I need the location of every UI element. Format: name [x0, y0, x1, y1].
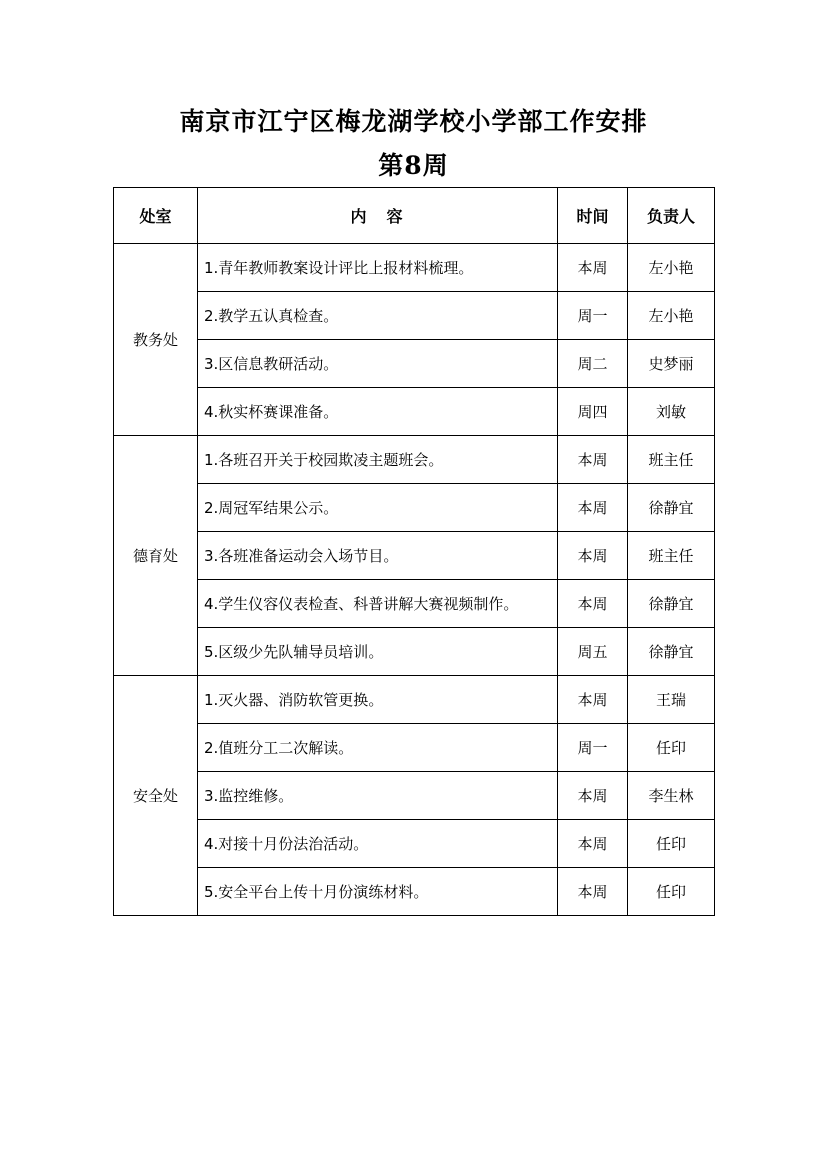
- content-cell: 2.周冠军结果公示。: [198, 484, 558, 532]
- person-cell: 任印: [628, 724, 715, 772]
- table-row: [114, 868, 715, 916]
- person-cell: 史梦丽: [628, 340, 715, 388]
- content-cell: 2.值班分工二次解读。: [198, 724, 558, 772]
- person-cell: 王瑞: [628, 676, 715, 724]
- time-cell: 本周: [558, 580, 628, 628]
- table-row: [114, 820, 715, 868]
- person-cell: 徐静宜: [628, 628, 715, 676]
- table-row: [114, 580, 715, 628]
- table-row: [114, 676, 715, 724]
- table-row: [114, 628, 715, 676]
- header-time: 时间: [558, 188, 628, 244]
- content-cell: 4.学生仪容仪表检查、科普讲解大赛视频制作。: [198, 580, 558, 628]
- person-cell: 左小艳: [628, 292, 715, 340]
- table-row: [114, 772, 715, 820]
- header-dept: 处室: [114, 188, 198, 244]
- content-cell: 2.教学五认真检查。: [198, 292, 558, 340]
- dept-cell: 安全处: [114, 676, 198, 916]
- table-row: [114, 436, 715, 484]
- time-cell: 周四: [558, 388, 628, 436]
- person-cell: 任印: [628, 868, 715, 916]
- table-row: [114, 340, 715, 388]
- table-row: [114, 484, 715, 532]
- document-title: 南京市江宁区梅龙湖学校小学部工作安排: [179, 107, 648, 136]
- time-cell: 周一: [558, 724, 628, 772]
- header-row: [114, 188, 715, 244]
- time-cell: 周一: [558, 292, 628, 340]
- time-cell: 本周: [558, 868, 628, 916]
- week-label: 第8周: [378, 151, 449, 180]
- person-cell: 徐静宜: [628, 580, 715, 628]
- person-cell: 徐静宜: [628, 484, 715, 532]
- schedule-table: [113, 187, 715, 916]
- table-row: [114, 388, 715, 436]
- person-cell: 任印: [628, 820, 715, 868]
- person-cell: 李生林: [628, 772, 715, 820]
- content-cell: 1.青年教师教案设计评比上报材料梳理。: [198, 244, 558, 292]
- table-row: [114, 292, 715, 340]
- content-cell: 1.灭火器、消防软管更换。: [198, 676, 558, 724]
- time-cell: 本周: [558, 772, 628, 820]
- content-cell: 5.区级少先队辅导员培训。: [198, 628, 558, 676]
- person-cell: 左小艳: [628, 244, 715, 292]
- content-cell: 3.区信息教研活动。: [198, 340, 558, 388]
- content-cell: 1.各班召开关于校园欺凌主题班会。: [198, 436, 558, 484]
- time-cell: 本周: [558, 436, 628, 484]
- time-cell: 本周: [558, 676, 628, 724]
- time-cell: 本周: [558, 532, 628, 580]
- time-cell: 周五: [558, 628, 628, 676]
- content-cell: 5.安全平台上传十月份演练材料。: [198, 868, 558, 916]
- content-cell: 4.对接十月份法治活动。: [198, 820, 558, 868]
- dept-cell: 教务处: [114, 244, 198, 436]
- time-cell: 周二: [558, 340, 628, 388]
- content-cell: 3.各班准备运动会入场节目。: [198, 532, 558, 580]
- content-cell: 3.监控维修。: [198, 772, 558, 820]
- time-cell: 本周: [558, 244, 628, 292]
- person-cell: 班主任: [628, 532, 715, 580]
- table-row: [114, 244, 715, 292]
- time-cell: 本周: [558, 484, 628, 532]
- table-row: [114, 724, 715, 772]
- dept-cell: 德育处: [114, 436, 198, 676]
- person-cell: 刘敏: [628, 388, 715, 436]
- header-person: 负责人: [628, 188, 715, 244]
- header-content: 内 容: [198, 188, 558, 244]
- content-cell: 4.秋实杯赛课准备。: [198, 388, 558, 436]
- table-row: [114, 532, 715, 580]
- time-cell: 本周: [558, 820, 628, 868]
- person-cell: 班主任: [628, 436, 715, 484]
